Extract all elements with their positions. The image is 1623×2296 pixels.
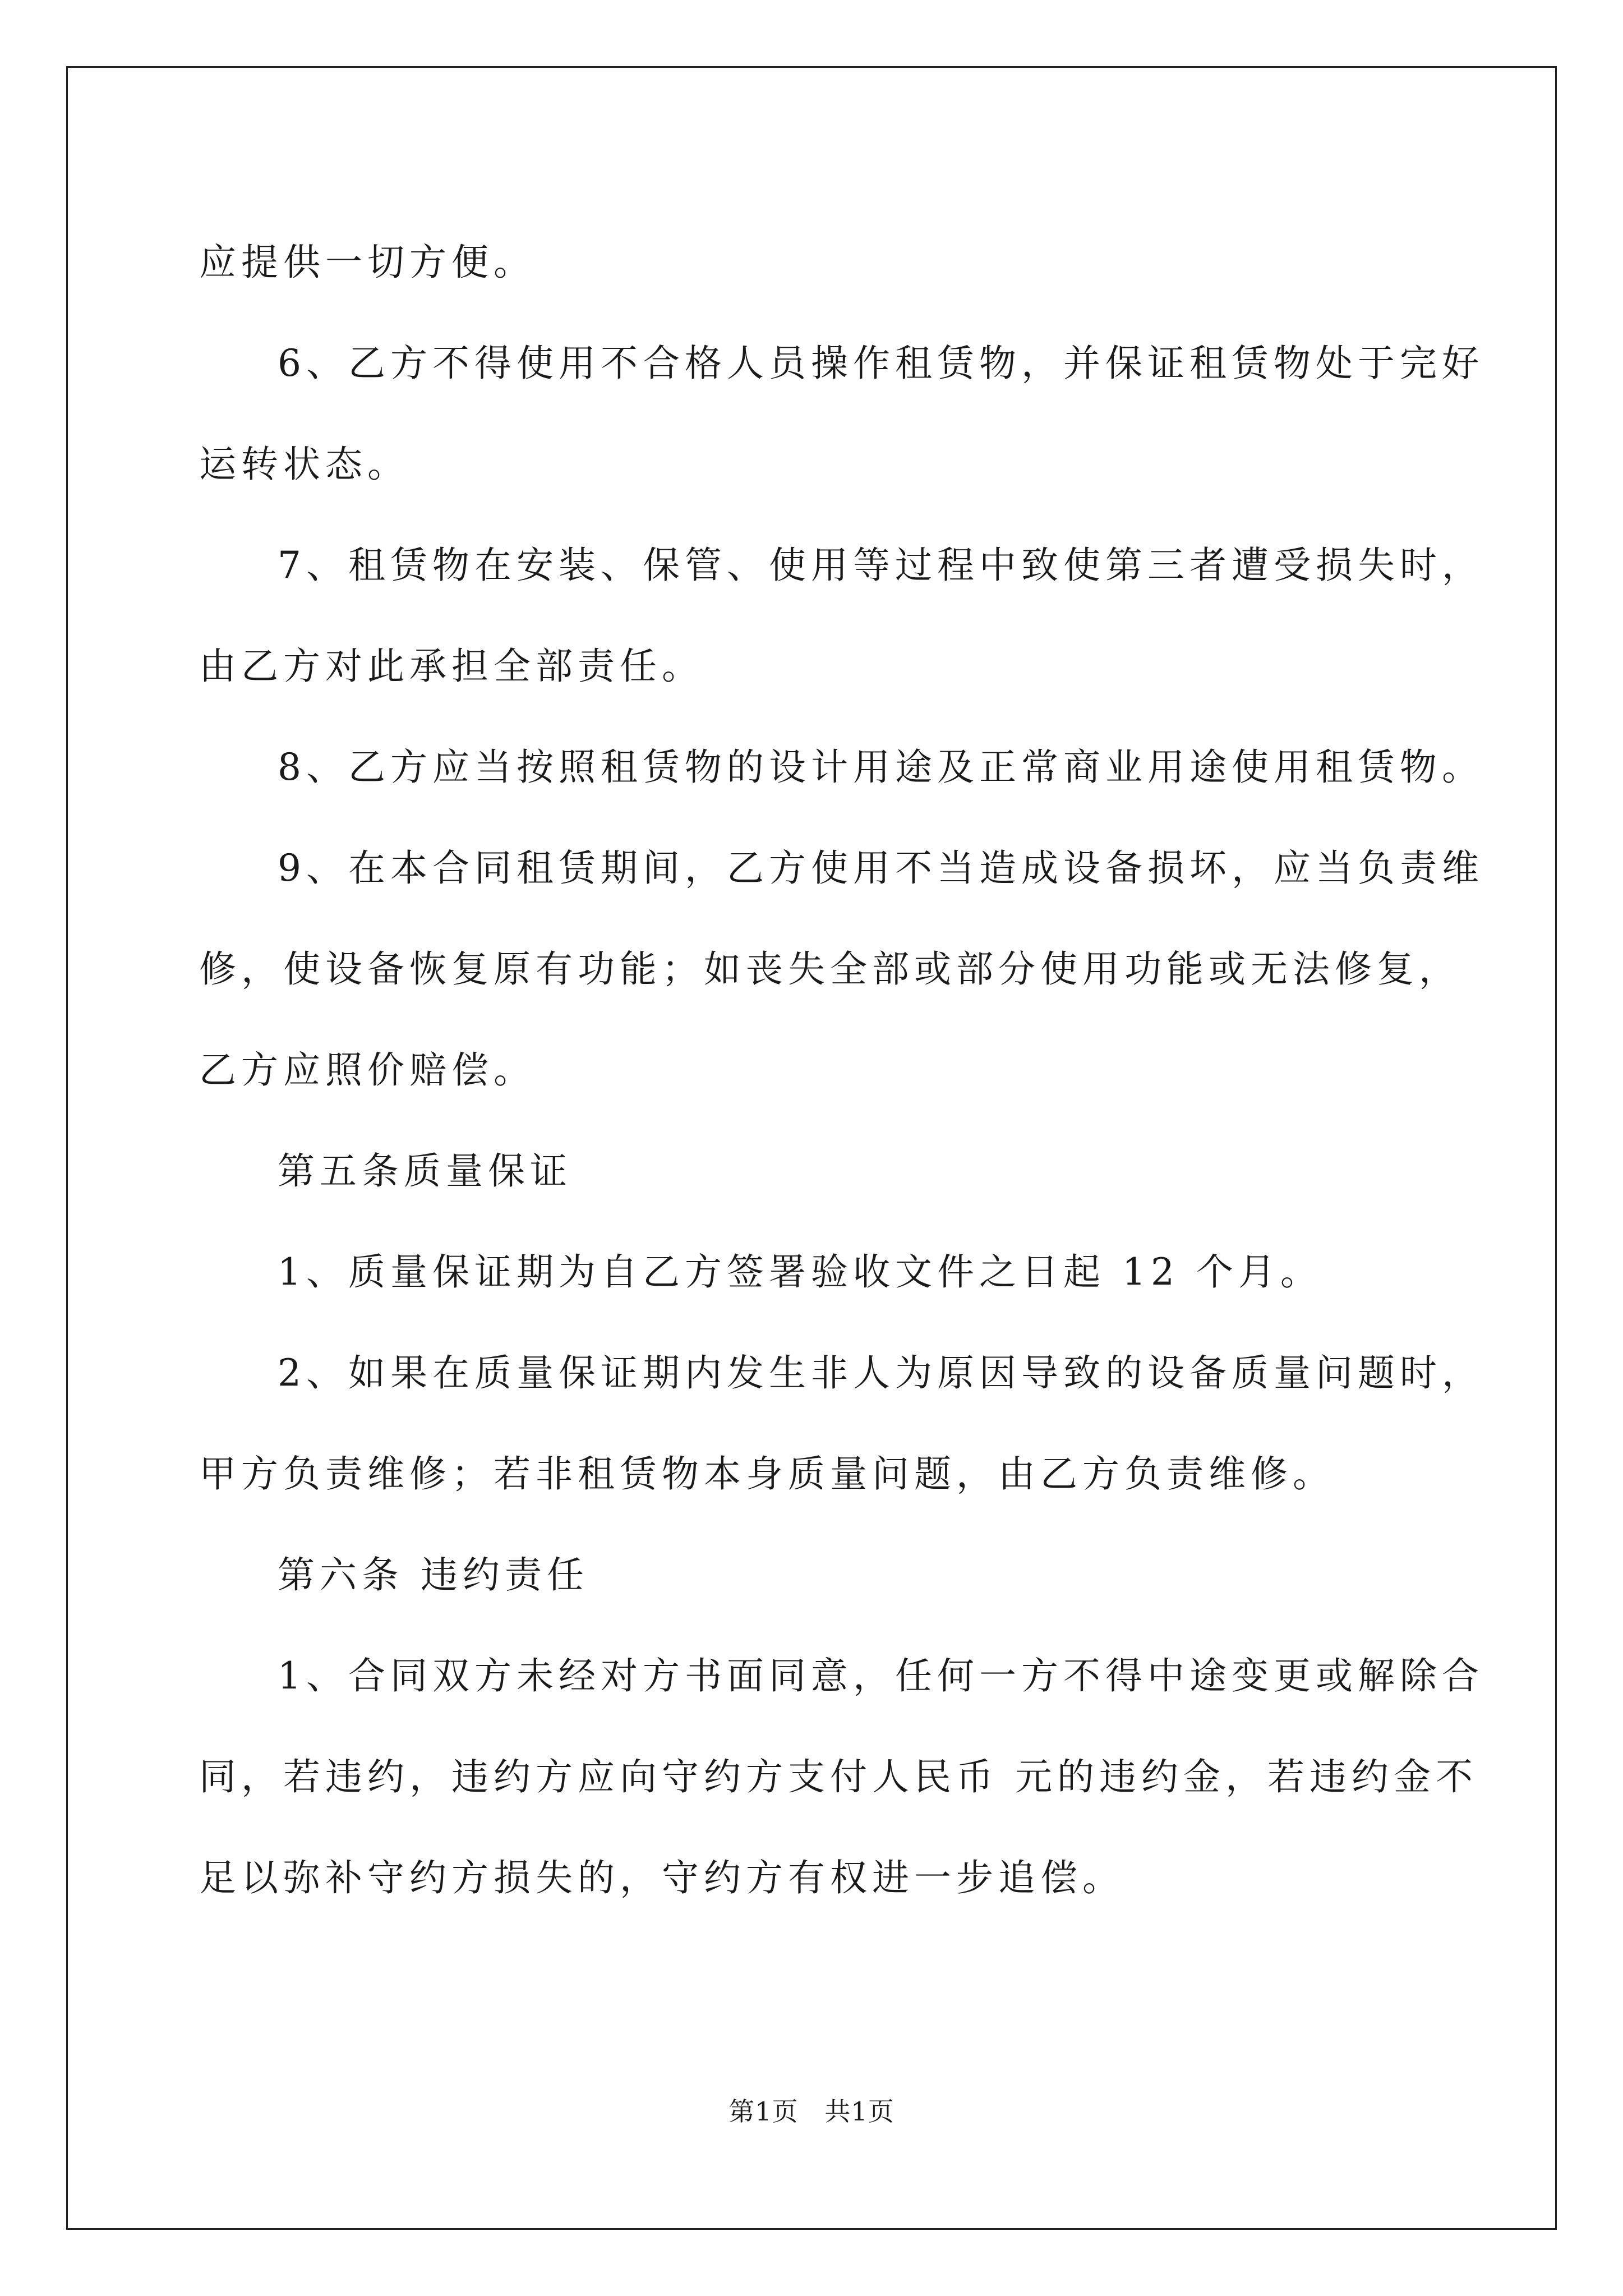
page-footer: 第1页 共1页	[728, 2096, 895, 2127]
text-line: 运转状态。	[199, 443, 409, 486]
text-line: 7、租赁物在安装、保管、使用等过程中致使第三者遭受损失时，	[278, 544, 1484, 587]
text-line: 2、如果在质量保证期内发生非人为原因导致的设备质量问题时，	[278, 1351, 1484, 1395]
text-line: 1、合同双方未经对方书面同意，任何一方不得中途变更或解除合	[278, 1654, 1484, 1697]
text-line: 由乙方对此承担全部责任。	[199, 645, 704, 688]
text-line: 甲方负责维修；若非租赁物本身质量问题，由乙方负责维修。	[199, 1452, 1335, 1496]
text-line: 1、质量保证期为自乙方签署验收文件之日起 12 个月。	[278, 1250, 1322, 1294]
text-line: 9、在本合同租赁期间，乙方使用不当造成设备损坏，应当负责维	[278, 846, 1484, 890]
section-heading-5: 第五条质量保证	[278, 1149, 572, 1193]
text-line: 足以弥补守约方损失的，守约方有权进一步追偿。	[199, 1856, 1124, 1899]
text-line: 同，若违约，违约方应向守约方支付人民币 元的违约金，若违约金不	[199, 1755, 1478, 1798]
text-line: 修，使设备恢复原有功能；如丧失全部或部分使用功能或无法修复，	[199, 947, 1461, 991]
section-heading-6: 第六条 违约责任	[278, 1553, 589, 1596]
text-line: 应提供一切方便。	[199, 241, 536, 284]
text-line: 乙方应照价赔偿。	[199, 1048, 536, 1092]
document-body	[199, 212, 1484, 1929]
text-line: 8、乙方应当按照租赁物的设计用途及正常商业用途使用租赁物。	[278, 746, 1484, 789]
text-line: 6、乙方不得使用不合格人员操作租赁物，并保证租赁物处于完好	[278, 342, 1484, 385]
